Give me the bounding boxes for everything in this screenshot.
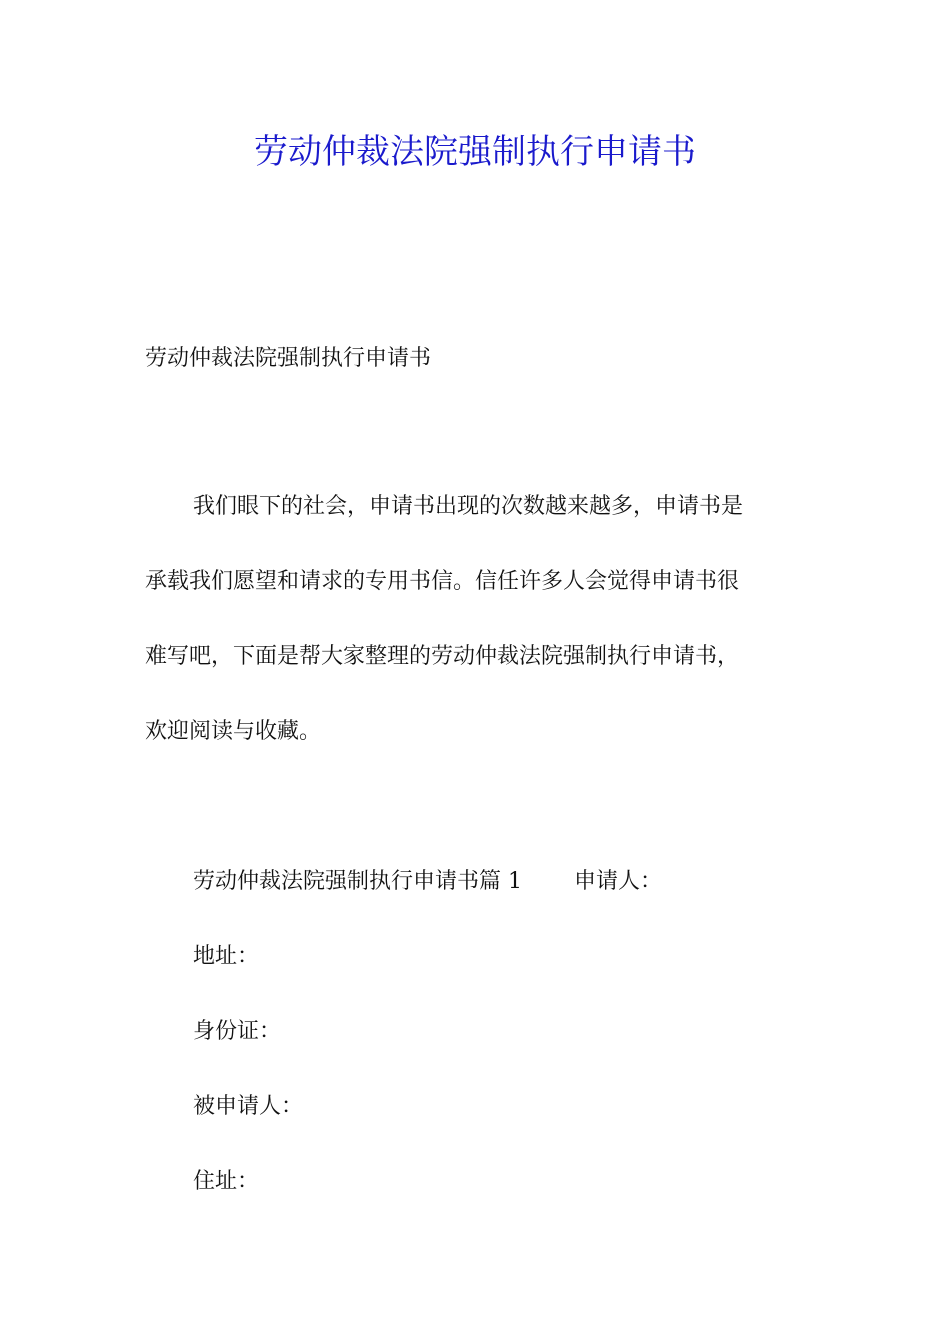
section-heading: 劳动仲裁法院强制执行申请书篇 1 [193, 869, 522, 894]
intro-line: 我们眼下的社会，申请书出现的次数越来越多，申请书是 [193, 494, 744, 519]
intro-paragraph [145, 488, 809, 788]
section-heading-row [193, 864, 662, 900]
intro-line: 难写吧，下面是帮大家整理的劳动仲裁法院强制执行申请书， [145, 644, 740, 669]
field-id-card: 身份证： [193, 1019, 282, 1044]
application-section [193, 864, 662, 1239]
document-title: 劳动仲裁法院强制执行申请书 [254, 132, 696, 172]
intro-line: 承载我们愿望和请求的专用书信。信任许多人会觉得申请书很 [145, 569, 740, 594]
field-residence: 住址： [193, 1169, 260, 1194]
document-subtitle: 劳动仲裁法院强制执行申请书 [145, 346, 432, 371]
intro-line: 欢迎阅读与收藏。 [145, 719, 322, 744]
field-address: 地址： [193, 944, 260, 969]
field-respondent: 被申请人： [193, 1094, 304, 1119]
applicant-label: 申请人： [574, 869, 663, 894]
